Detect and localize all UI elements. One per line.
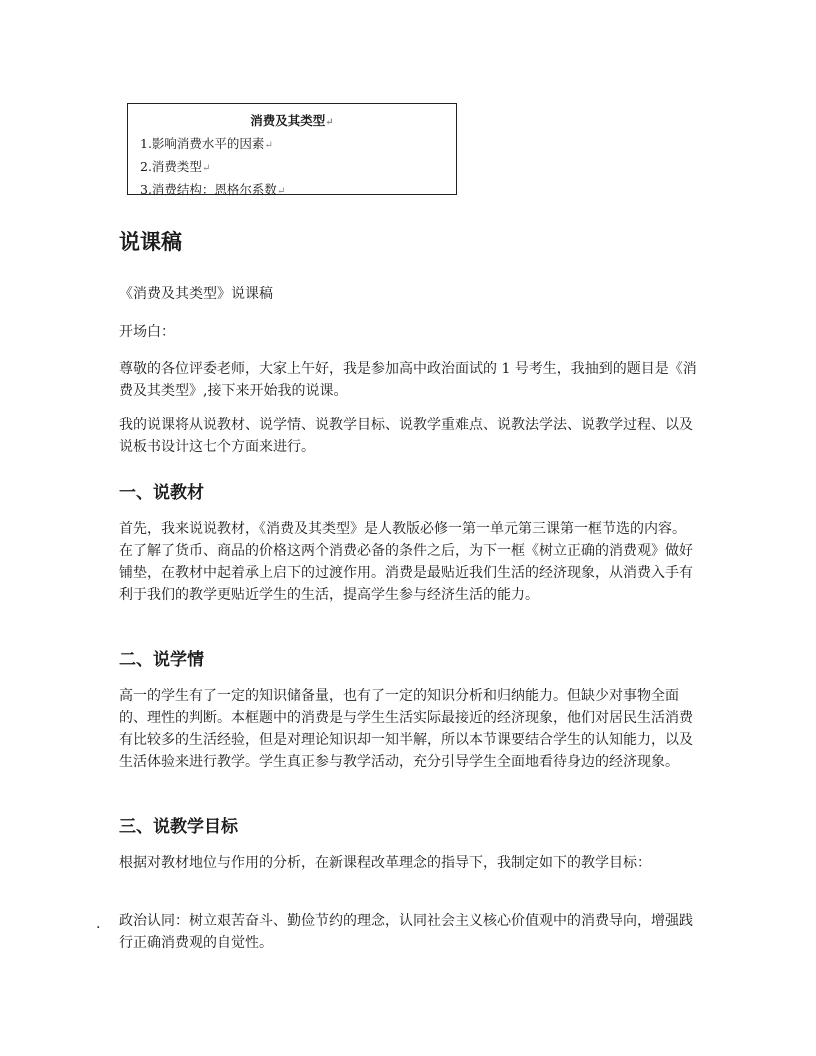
opening-label: 开场白： [119, 324, 175, 340]
list-bullet: . [96, 916, 101, 932]
page-title: 说课稿 [119, 230, 182, 254]
board-line: 3.消费结构：恩格尔系数↵ [140, 182, 286, 197]
textbook-paragraph: 首先，我来说说教材，《消费及其类型》是人教版必修一第一单元第三课第一框节选的内容。在了解了货币、商品的价格这两个消费必备的条件之后，为下一框《树立正确的消费观》做好铺垫，在教材中起着承上启下的过渡作用。消费是最贴近我们生活的经济现象，从消费入手有利于我们的教学更贴近学生的生活，提高学生参与经济生活的能力。 [119, 521, 693, 603]
paragraph-mark: ↵ [264, 140, 273, 151]
subtitle-paragraph: 《消费及其类型》说课稿 [119, 286, 273, 302]
section-heading-students: 二、说学情 [119, 650, 204, 670]
outline-paragraph: 我的说课将从说教材、说学情、说教学目标、说教学重难点、说教法学法、说教学过程、以及说板书设计这七个方面来进行。 [119, 417, 693, 455]
section-heading-objectives: 三、说教学目标 [119, 817, 238, 837]
objectives-intro-paragraph: 根据对教材地位与作用的分析，在新课程改革理念的指导下，我制定如下的教学目标： [119, 855, 651, 871]
paragraph-mark: ↵ [325, 117, 334, 128]
paragraph-mark: ↵ [201, 163, 211, 174]
blackboard-design-box [127, 103, 457, 195]
greeting-paragraph: 尊敬的各位评委老师，大家上午好，我是参加高中政治面试的 1 号考生，我抽到的题目是《消费及其类型》,接下来开始我的说课。 [119, 361, 697, 399]
board-line: 2.消费类型↵ [140, 159, 211, 174]
objective-list-item: 政治认同：树立艰苦奋斗、勤俭节约的理念，认同社会主义核心价值观中的消费导向，增强践行正确消费观的自觉性。 [119, 913, 693, 951]
board-line: 1.影响消费水平的因素↵ [140, 136, 273, 151]
paragraph-mark: ↵ [276, 186, 286, 197]
students-paragraph: 高一的学生有了一定的知识储备量，也有了一定的知识分析和归纳能力。但缺少对事物全面的、理性的判断。本框题中的消费是与学生生活实际最接近的经济现象，他们对居民生活消费有比较多的生活经验，但是对理论知识却一知半解，所以本节课要结合学生的认知能力，以及生活体验来进行教学。学生真正参与教学活动，充分引导学生全面地看待身边的经济现象。 [119, 688, 693, 770]
board-title: 消费及其类型↵ [250, 113, 334, 128]
section-heading-textbook: 一、说教材 [119, 483, 204, 503]
